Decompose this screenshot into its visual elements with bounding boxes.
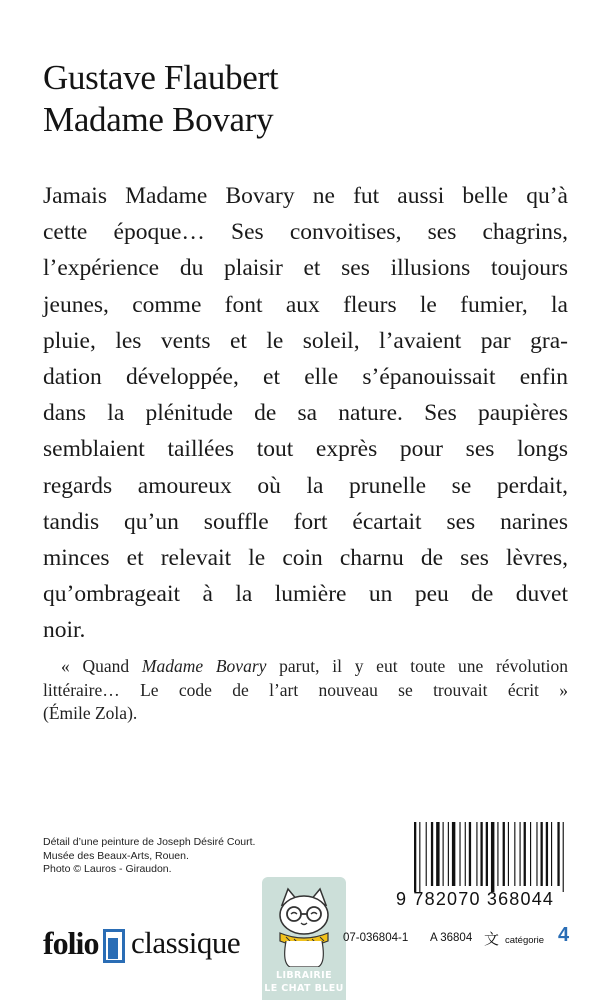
quote-italic-title: Madame Bovary — [141, 656, 267, 676]
catalog-code: A 36804 — [430, 932, 473, 944]
barcode-bar — [419, 822, 420, 892]
barcode-bar — [452, 822, 455, 886]
folio-logo-icon — [103, 929, 125, 963]
barcode-bar — [497, 822, 498, 886]
book-title: Madame Bovary — [43, 100, 274, 139]
blurb-line: noir. — [43, 617, 86, 644]
barcode-bar — [536, 822, 537, 886]
barcode-bar — [486, 822, 488, 886]
blurb-line: qu’ombrageait à la lumière un peu de duvet — [43, 581, 568, 608]
blurb-line: l’expérience du plaisir et ses illusions toujours — [43, 255, 568, 282]
barcode-bar — [436, 822, 439, 886]
isbn-number: 07-036804-1 — [343, 932, 409, 944]
barcode — [413, 822, 568, 892]
quote-line-2: littéraire… Le code de l’art nouveau se trouvait écrit » — [43, 679, 568, 700]
publisher-mark-icon: 文 — [484, 930, 500, 948]
author-name: Gustave Flaubert — [43, 58, 279, 97]
quote-line-1 — [43, 655, 568, 679]
sticker-line-1: LIBRAIRIE — [276, 970, 332, 981]
credit-line: Détail d’une peinture de Joseph Désiré Court. — [43, 836, 256, 848]
folio-classique-logo — [43, 925, 273, 969]
category-label: catégorie — [505, 935, 545, 946]
category-number: 4 — [558, 924, 570, 946]
blurb-line: dation développée, et elle s’épanouissait enfin — [43, 364, 568, 391]
barcode-bar — [551, 822, 552, 886]
barcode-bar — [414, 822, 416, 892]
credit-line: Photo © Lauros - Giraudon. — [43, 863, 172, 875]
blurb-line: tandis qu’un souffle fort écartait ses narines — [43, 508, 568, 535]
bookshop-sticker — [262, 877, 346, 1000]
barcode-bar — [563, 822, 564, 892]
barcode-bar — [508, 822, 509, 886]
blurb-line: dans la plénitude de sa nature. Ses paupières — [43, 400, 568, 427]
folio-wordmark: folio — [43, 925, 99, 961]
barcode-bar — [431, 822, 433, 886]
blurb-line: Jamais Madame Bovary ne fut aussi belle qu’à — [43, 183, 568, 209]
barcode-bar — [520, 822, 521, 886]
barcode-bar — [469, 822, 471, 886]
barcode-bar — [476, 822, 477, 886]
barcode-bar — [524, 822, 526, 886]
classique-wordmark: classique — [131, 925, 241, 960]
barcode-bar — [491, 822, 494, 892]
quote-text: « Quand — [61, 656, 142, 676]
credit-line: Musée des Beaux-Arts, Rouen. — [43, 849, 189, 862]
quote-attribution: (Émile Zola). — [43, 703, 138, 723]
back-cover-blurb — [43, 178, 568, 649]
barcode-bar — [448, 822, 449, 886]
barcode-bar — [426, 822, 427, 886]
sticker-line-2: LE CHAT BLEU — [264, 983, 344, 994]
cat-mascot-icon — [268, 883, 340, 967]
barcode-bar — [503, 822, 505, 886]
barcode-bar — [541, 822, 543, 886]
barcode-digits: 9 782070 368044 — [396, 889, 555, 909]
barcode-bar — [514, 822, 515, 886]
barcode-bar — [557, 822, 559, 886]
barcode-bar — [530, 822, 531, 886]
blurb-line: regards amoureux où la prunelle se perdait, — [43, 472, 568, 499]
blurb-line: cette époque… Ses convoitises, ses chagrins, — [43, 219, 568, 246]
critic-quote — [43, 655, 568, 726]
blurb-line: semblaient taillées tout exprès pour ses longs — [43, 436, 568, 463]
blurb-line: jeunes, comme font aux fleurs le fumier, la — [43, 291, 568, 318]
barcode-bar — [546, 822, 548, 886]
blurb-line: pluie, les vents et le soleil, l’avaient par gra- — [43, 327, 568, 354]
barcode-bar — [459, 822, 460, 886]
quote-text: parut, il y eut toute une révolution — [266, 656, 568, 676]
image-credits — [43, 836, 255, 877]
barcode-bar — [465, 822, 466, 886]
barcode-bar — [480, 822, 482, 886]
blurb-line: minces et relevait le coin charnu de ses lèvres, — [43, 545, 568, 572]
barcode-bar — [443, 822, 444, 886]
